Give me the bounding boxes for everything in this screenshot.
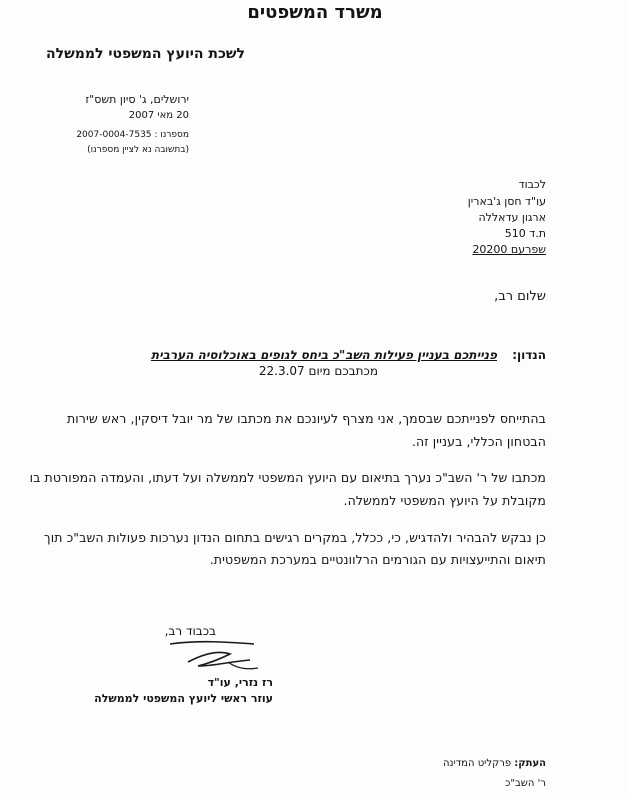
gregorian-date: 20 מאי 2007 [128,110,189,121]
paragraph-2-line-2: מקובלת על היועץ המשפטי לממשלה. [343,493,546,508]
recipient-name: עו"ד חסן ג'בארין [467,195,546,208]
cc-line-1 [443,758,546,769]
paragraph-3-line-2: תיאום והתייעצויות עם הגורמים הרלוונטיים במערכת המשפטית. [209,552,546,567]
signer-name: רז נזרי, עו"ד [207,676,273,689]
handwritten-signature [158,632,268,676]
paragraph-2-line-1: מכתבו של ר' השב"כ נערך בתיאום עם היועץ המשפטי לממשלה ועל דעתו, והעמדה המפורטת בו [29,470,546,485]
subject-reference: מכתבכם מיום 22.3.07 [258,364,378,378]
hebrew-date: ירושלים, ג' סיון תשס"ז [85,93,189,106]
recipient-salutation: לכבוד [518,178,546,191]
cc-line-2 [505,778,546,789]
closing: בכבוד רב, [164,624,216,638]
ministry-heading: משרד המשפטים [247,2,383,23]
cc-recipient-1: פרקליט המדינה [442,758,512,769]
paragraph-1-line-1: בהתייחס לפנייתכם שבסמך, אני מצרף לעיונכם את מכתבו של מר יובל דיסקין, ראש שירות [66,411,546,426]
cc-label: העתק: [514,758,546,769]
office-heading: לשכת היועץ המשפטי לממשלה [46,46,245,62]
recipient-po-box: ת.ד 510 [504,227,546,240]
reference-number: מספרנו : 2007-0004-7535 [76,130,189,140]
signer-title: עוזר ראשי ליועץ המשפטי לממשלה [94,692,273,705]
subject-text: פנייתכם בעניין פעילות השב"כ ביחס לגופים באוכלוסיה הערבית [150,348,497,362]
paragraph-1-line-2: הבטחון הכללי, בעניין זה. [411,434,546,449]
subject-label: הנדון: [512,348,546,362]
reference-note: (בתשובה נא לציין מספרנו) [87,145,189,155]
recipient-city: שפרעם 20200 [472,243,546,256]
cc-recipient-2: ר' השב"כ [505,778,546,789]
paragraph-3-line-1: כן נבקש להבהיר ולהדגיש, כי, ככלל, במקרים רגישים בתחום הנדון נערכות פעולות השב"כ תוך [43,530,546,545]
greeting: שלום רב, [494,289,546,304]
recipient-organization: ארגון עדאללה [478,211,546,224]
